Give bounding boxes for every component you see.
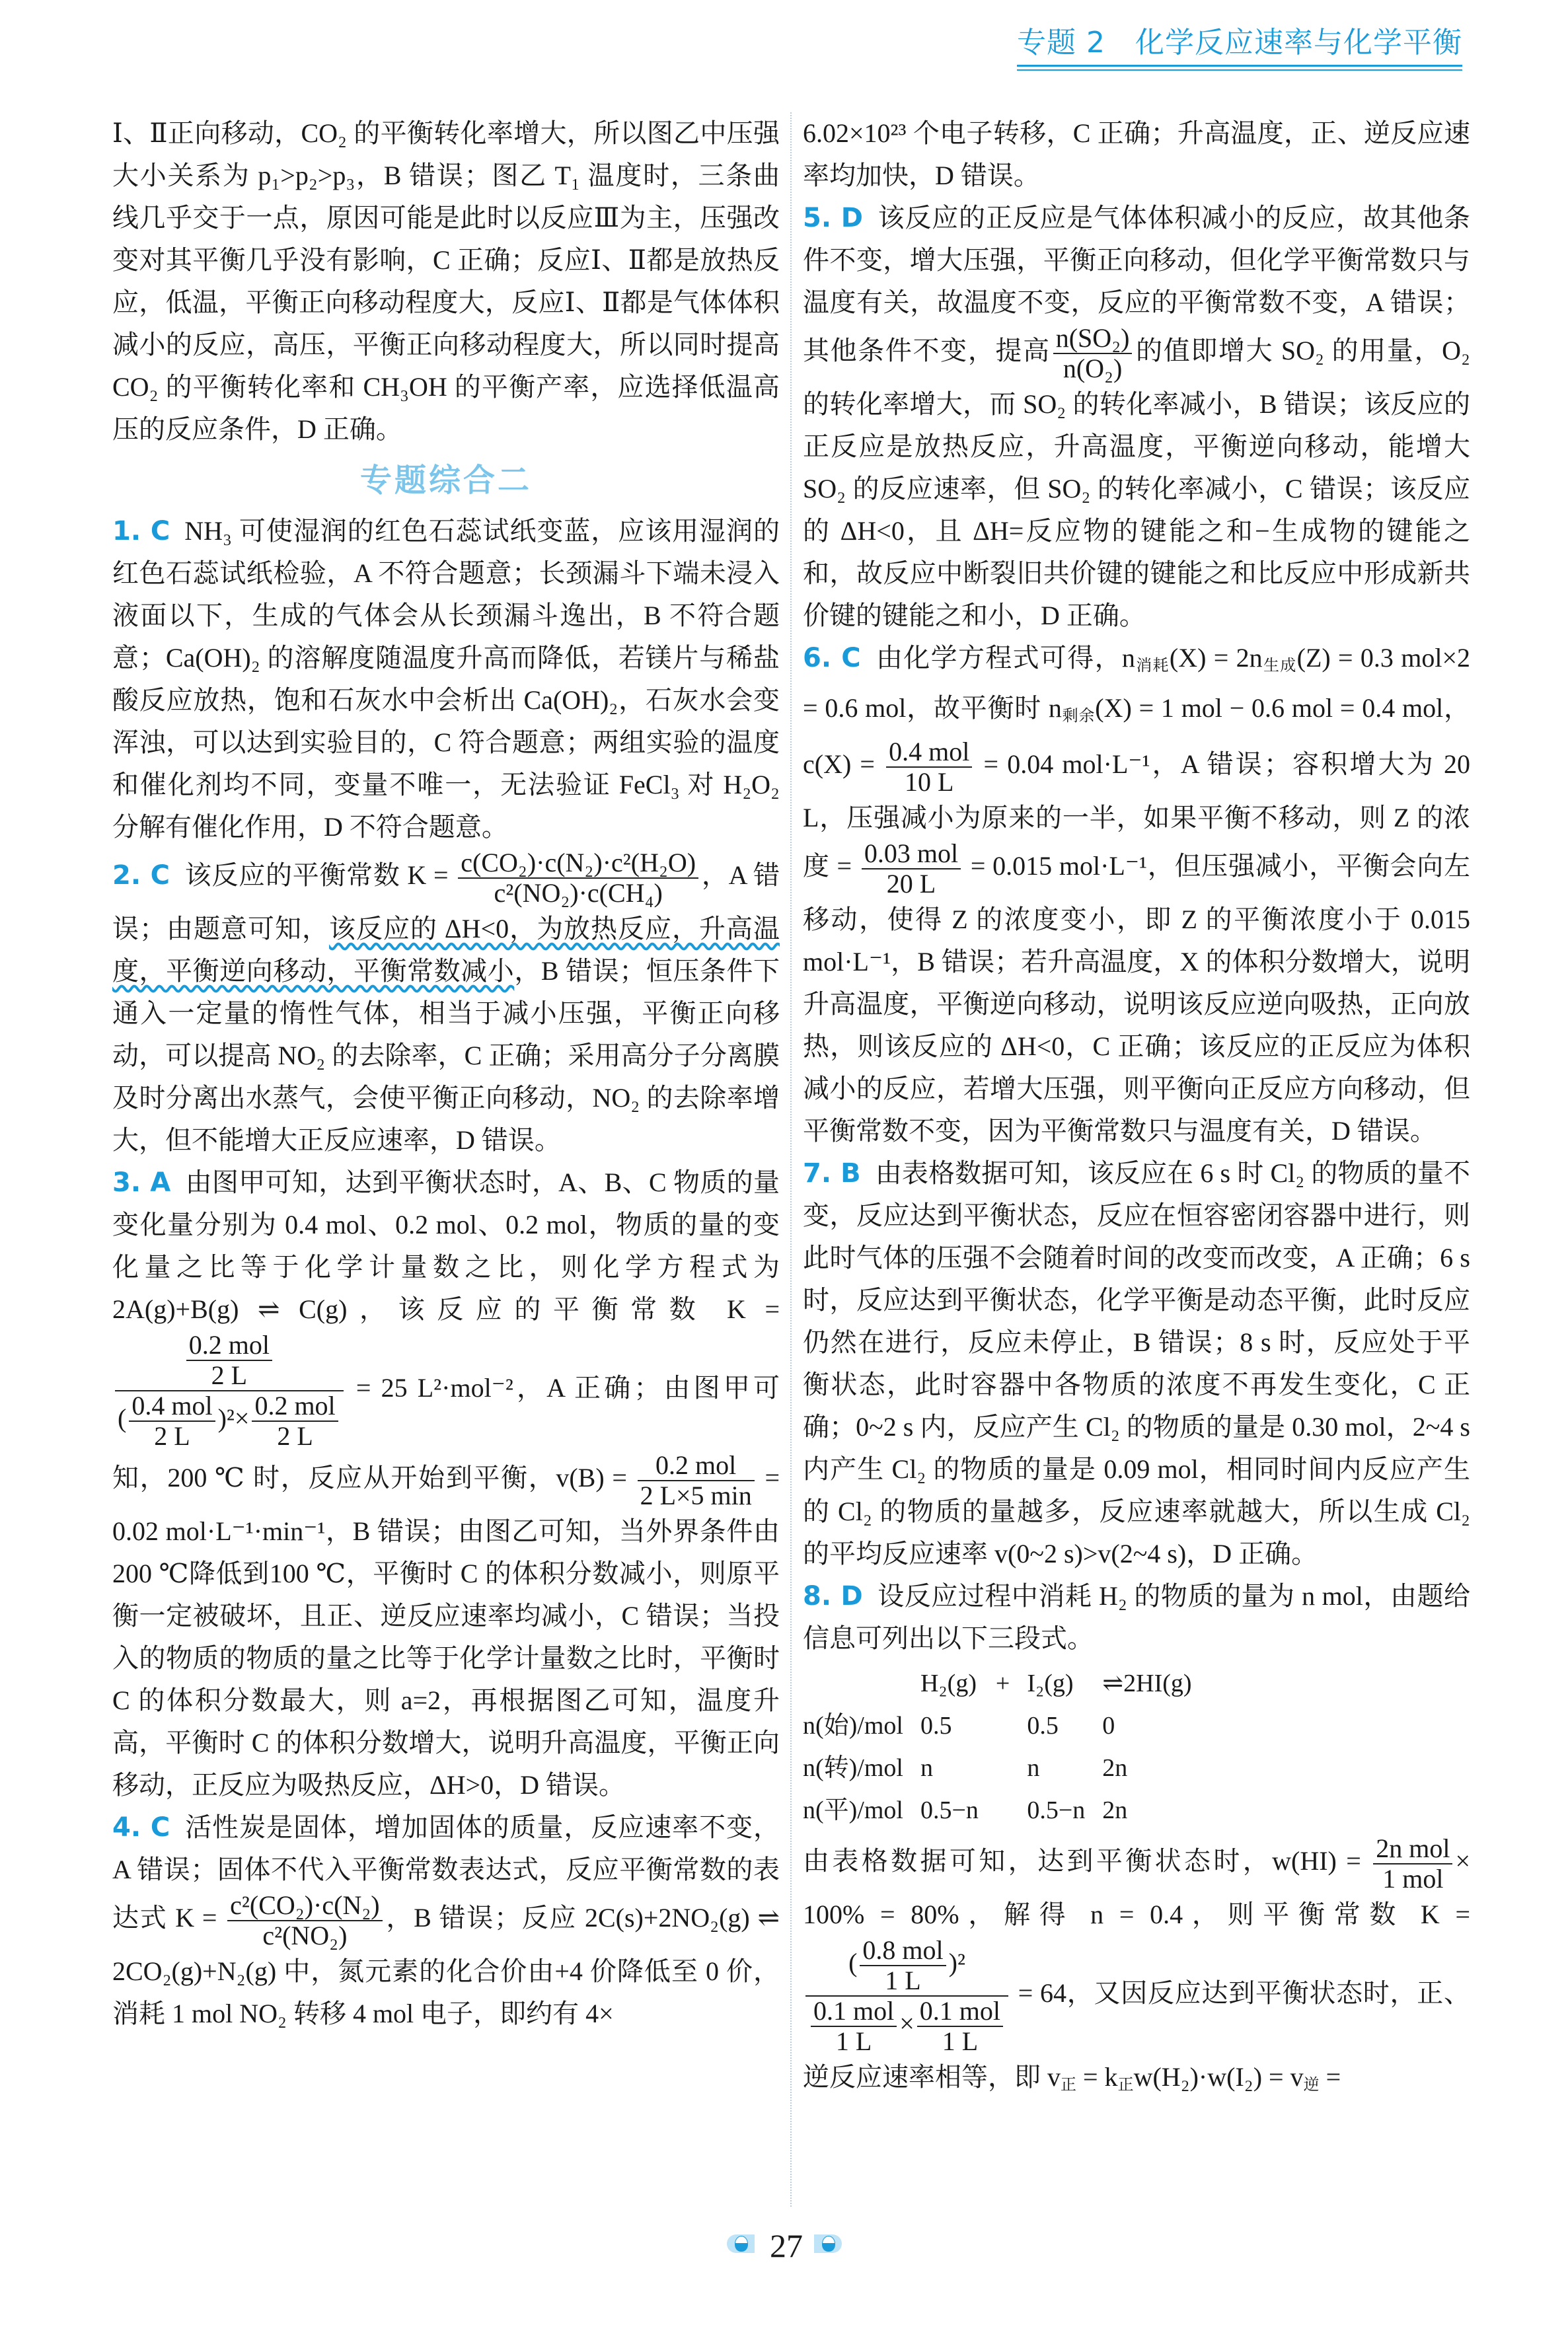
chapter-header: 专题 2 化学反应速率与化学平衡 [1017,18,1462,67]
table-cell: 0.5−n [920,1796,979,1824]
answer-paragraph [112,1162,780,1806]
text-run: = k [1076,2062,1118,2092]
text-run: (X) = 1 mol − 0.6 mol = 0.4 mol，c(X) = [803,693,1471,780]
answer-paragraph [803,1152,1470,1575]
fraction-numerator [227,1891,382,1921]
fraction-denominator [458,879,698,908]
answer-paragraph [112,112,780,451]
text-run: ，A 错误；由题意可知， [112,860,780,943]
subscript: 消耗 [1135,657,1170,675]
table-cell: ⇌2HI(g) [1102,1670,1192,1697]
fraction-denominator [252,1422,338,1451]
text-run: 由表格数据可知，达到平衡状态时，w(HI) = [803,1846,1371,1876]
answer-paragraph [803,1834,1470,2106]
table-cell [996,1747,1027,1789]
text-run: = 64，又因反应达到平衡状态时，正、逆反应速率相等，即 v [803,1978,1470,2092]
text-run: (X) = 2n [1169,643,1263,673]
fraction [886,737,972,797]
table-row [803,1789,1209,1831]
text-run: × 100% = 80%，解得 n = 0.4，则平衡常数 K = [803,1846,1470,1929]
table-cell: 2n [1102,1796,1128,1824]
answer-label: 7. B [803,1158,861,1189]
fraction [1373,1834,1452,1894]
fraction-numerator [129,1391,215,1422]
text-run: = [1319,2062,1341,2092]
subscript: 正 [1061,2077,1076,2094]
fraction-numerator [862,839,961,869]
subscript: 生成 [1262,657,1297,675]
fraction [252,1391,338,1451]
answer-label: 1. C [112,516,170,546]
answer-paragraph [112,848,780,1162]
text-run: 由化学方程式可得，n [875,643,1135,673]
fraction-denominator [1053,354,1133,383]
table-row [803,1662,1209,1705]
text-run: 由图甲可知，达到平衡状态时，A、B、C 物质的量变化量分别为 0.4 mol、0.2 mol、0.2 mol，物质的量的变化量之比等于化学计量数之比，则化学方程式为 2A(g)+B(g) ⇌ C(g)，该反应的平衡常数 K = [112,1167,780,1324]
fraction-numerator [860,1936,946,1966]
fraction-denominator [129,1422,215,1451]
table-cell: 0.5 [920,1712,952,1740]
flask-icon [814,2234,842,2253]
subscript: 逆 [1303,2077,1320,2094]
fraction-denominator [227,1921,382,1950]
text-run: c²(CO₂)·c(N₂) [230,1890,380,1920]
fraction-numerator [458,848,698,879]
text-run: 1 mol [1382,1864,1444,1894]
text-run: 0.2 mol [655,1450,737,1480]
fraction [186,1331,272,1390]
text-run: 2n mol [1376,1833,1450,1863]
table-cell: + [995,1670,1010,1697]
fraction [227,1891,382,1950]
text-run: 2 L [154,1421,190,1451]
table-cell: n(转)/mol [803,1754,903,1782]
text-run: = 0.04 mol·L⁻¹，A 错误；容积增大为 20 L，压强减小为原来的一半，如果平衡不移动，则 Z 的浓度 = [803,749,1471,881]
text-run: 该反应的正反应是气体体积减小的反应，故其他条件不变，增大压强，平衡正向移动，但化学平衡常数只与温度有关，故温度不变，反应的平衡常数不变，A 错误；其他条件不变，提高 [803,203,1471,366]
fraction [638,1451,755,1510]
text-run: NH₃ 可使湿润的红色石蕊试纸变蓝，应该用湿润的红色石蕊试纸检验，A 不符合题意；长颈漏斗下端未浸入液面以下，生成的气体会从长颈漏斗逸出，B 不符合题意；Ca(OH)₂ 的溶解度随温度升高而降低，若镁片与稀盐酸反应放热，饱和石灰水中会析出 Ca(OH)₂，石灰水会变浑浊，可以达到实验目的，C 符合题意；两组实验的温度和催化剂均不同，变量不唯一，无法验证 FeCl₃ 对 H₂O₂ 分解有催化作用，D 不符合题意。 [112,516,780,842]
fraction [917,1997,1003,2056]
fraction [458,848,698,908]
table-cell: I₂(g) [1027,1670,1074,1697]
fraction-numerator [638,1451,755,1481]
table-cell: H₂(g) [920,1670,977,1697]
table-cell: 0 [1102,1712,1115,1740]
answer-label: 5. D [803,203,863,233]
fraction-denominator [811,2027,897,2056]
text-run: ，B 错误；恒压条件下通入一定量的惰性气体，相当于减小压强，平衡正向移动，可以提高 NO₂ 的去除率，C 正确；采用高分子分离膜及时分离出水蒸气，会使平衡正向移动，NO₂ 的去除率增大，但不能增大正反应速率，D 错误。 [112,956,780,1155]
text-run: 0.2 mol [254,1391,336,1421]
fraction-denominator [805,1997,1008,2056]
page-number: 27 [770,2227,803,2264]
text-run: Ⅰ、Ⅱ正向移动，CO₂ 的平衡转化率增大，所以图乙中压强大小关系为 p₁>p₂>p₃，B 错误；图乙 T₁ 温度时，三条曲线几乎交于一点，原因可能是此时以反应Ⅲ为主，压强改变对其平衡几乎没有影响，C 正确；反应Ⅰ、Ⅱ都是放热反应，低温，平衡正向移动程度大，反应Ⅰ、Ⅱ都是气体体积减小的反应，高压，平衡正向移动程度大，所以同时提高 CO₂ 的平衡转化率和 CH₃OH 的平衡产率，应选择低温高压的反应条件，D 正确。 [112,118,780,444]
text-run: 20 L [886,869,936,899]
answer-label: 3. A [112,1167,171,1198]
answer-paragraph [803,197,1470,637]
text-run: 2 L×5 min [640,1481,752,1510]
answer-paragraph [803,112,1470,197]
answer-paragraph [803,1575,1470,1660]
text-run: 活性炭是固体，增加固体的质量，反应速率不变，A 错误；固体不代入平衡常数表达式，反应平衡常数的表达式 K = [112,1812,780,1933]
fraction-numerator [917,1997,1003,2027]
text-run: 10 L [905,767,954,797]
fraction [811,1997,897,2056]
emphasis-underline: 该反应的 ΔH<0，为放热反应，升高温度，平衡逆向移动，平衡常数减小 [112,914,780,986]
answer-paragraph [112,510,780,848]
fraction-numerator [115,1331,344,1391]
section-heading: 专题综合二 [359,462,532,499]
fraction [115,1331,344,1451]
text-run: ( [118,1403,127,1434]
text-run: 0.1 mol [919,1996,1001,2026]
fraction-denominator [917,2027,1003,2056]
table-cell: n(始)/mol [803,1712,903,1740]
text-run: 1 L [835,2026,872,2056]
three-stage-table [803,1662,1209,1831]
text-run: = 0.02 mol·L⁻¹·min⁻¹，B 错误；由图乙可知，当外界条件由 200 ℃降低到100 ℃，平衡时 C 的体积分数减小，则原平衡一定被破坏，且正、逆反应速率均减小，C 错误；当投入的物质的物质的量之比等于化学计量数之比时，平衡时 C 的体积分数最大，则 a=2，再根据图乙可知，温度升高，平衡时 C 的体积分数增大，说明升高温度，平衡正向移动，正反应为吸热反应，ΔH>0，D 错误。 [112,1463,780,1800]
fraction [860,1936,946,1995]
fraction [129,1391,215,1451]
text-run: c(CO₂)·c(N₂)·c²(H₂O) [461,848,696,877]
text-run: 0.2 mol [188,1330,270,1360]
fraction-denominator [886,768,972,797]
column-divider [790,112,792,2207]
fraction-numerator [1373,1834,1452,1864]
fraction-denominator [638,1481,755,1510]
fraction-numerator [252,1391,338,1422]
table-cell: 2n [1102,1754,1128,1782]
fraction-numerator [811,1997,897,2027]
fraction [862,839,961,899]
fraction-numerator [886,737,972,768]
table-cell: n(平)/mol [803,1796,903,1824]
text-run: 的值即增大 SO₂ 的用量，O₂ 的转化率增大，而 SO₂ 的转化率减小，B 错误；该反应的正反应是放热反应，升高温度，平衡逆向移动，能增大 SO₂ 的反应速率，但 SO₂ 的转化率减小，C 错误；该反应的 ΔH<0，且 ΔH=反应物的键能之和−生成物的键能之和，故反应中断裂旧共价键的键能之和比反应中形成新共价键的键能之和小，D 正确。 [803,336,1470,630]
table-cell [803,1662,920,1705]
fraction-denominator [186,1361,272,1390]
fraction-denominator [1373,1864,1452,1894]
fraction-denominator [115,1391,344,1451]
table-cell: 0.5−n [1027,1796,1086,1824]
fraction-numerator [805,1936,1008,1997]
left-column [112,112,780,2035]
text-run: ，B 错误；反应 2C(s)+2NO₂(g) ⇌ 2CO₂(g)+N₂(g) 中，氮元素的化合价由+4 价降低至 0 价，消耗 1 mol NO₂ 转移 4 mol 电子，即约有 4× [112,1903,780,2028]
answer-paragraph [112,1806,780,2035]
text-run: c²(NO₂) [262,1921,348,1950]
subscript: 剩余 [1061,708,1096,725]
text-run: n(O₂) [1063,353,1123,383]
fraction-numerator [186,1331,272,1361]
text-run: 0.4 mol [131,1391,213,1421]
table-cell: n [920,1754,933,1782]
text-run: )²× [217,1403,250,1434]
table-cell: n [1027,1754,1040,1782]
text-run: 0.8 mol [862,1935,944,1965]
fraction [805,1936,1008,2056]
fraction-denominator [860,1966,946,1995]
answer-label: 2. C [112,860,170,891]
text-run: 设反应过程中消耗 H₂ 的物质的量为 n mol，由题给信息可列出以下三段式。 [803,1581,1471,1653]
text-run: 2 L [277,1421,313,1451]
text-run: 0.1 mol [813,1996,895,2026]
text-run: (Z) = 0.3 mol×2 = 0.6 mol，故平衡时 n [803,643,1471,723]
answer-label: 8. D [803,1581,863,1611]
text-run: w(H₂)·w(I₂) = v [1133,2062,1304,2092]
answer-label: 4. C [112,1812,170,1843]
table-cell [996,1705,1027,1747]
fraction-denominator [862,869,961,899]
subscript: 正 [1117,2077,1134,2094]
table-row [803,1747,1209,1789]
text-run: 0.03 mol [864,838,959,868]
table-cell: 0.5 [1027,1712,1059,1740]
table-cell [996,1789,1027,1831]
text-run: 该反应的平衡常数 K = [184,860,456,891]
text-run: 1 L [885,1966,921,1995]
text-run: 由表格数据可知，该反应在 6 s 时 Cl₂ 的物质的量不变，反应达到平衡状态，反应在恒容密闭容器中进行，则此时气体的压强不会随着时间的改变而改变，A 正确；6 s 时，反应达到平衡状态，化学平衡是动态平衡，此时反应仍然在进行，反应未停止，B 错误；8 s 时，反应处于平衡状态，此时容器中各物质的浓度不再发生变化，C 正确；0~2 s 内，反应产生 Cl₂ 的物质的量是 0.30 mol，2~4 s 内产生 Cl₂ 的物质的量是 0.09 mol，相同时间内反应产生的 Cl₂ 的物质的量越多，反应速率就越大，所以生成 Cl₂ 的平均反应速率 v(0~2 s)>v(2~4 s)，D 正确。 [803,1158,1470,1568]
text-run: 6.02×10²³ 个电子转移，C 正确；升高温度，正、逆反应速率均加快，D 错误。 [803,118,1470,190]
text-run: n(SO₂) [1055,323,1130,353]
answer-label: 6. C [803,643,861,673]
fraction-numerator [1053,324,1133,354]
text-run: = 0.015 mol·L⁻¹，但压强减小，平衡会向左移动，使得 Z 的浓度变小，即 Z 的平衡浓度小于 0.015 mol·L⁻¹，B 错误；若升高温度，X 的体积分数增大，说明升高温度，平衡逆向移动，说明该反应逆向吸热，正向放热，则该反应的 ΔH<0，C 正确；该反应的正反应为体积减小的反应，若增大压强，则平衡向正反应方向移动，但平衡常数不变，因为平衡常数只与温度有关，D 错误。 [803,851,1470,1146]
text-run: × [899,2009,915,2039]
answer-paragraph [803,637,1470,1152]
table-row [803,1705,1209,1747]
text-run: 0.4 mol [889,737,970,766]
text-run: ( [848,1948,858,1978]
fraction [1053,324,1133,383]
text-run: = 25 L²·mol⁻²，A 正确；由图甲可知，200 ℃ 时，反应从开始到平衡，v(B) = [112,1373,780,1493]
right-column [803,112,1470,2106]
text-run: 1 L [942,2026,979,2056]
text-run: )² [948,1948,965,1978]
text-run: c²(NO₂)·c(CH₄) [494,878,663,908]
text-run: 2 L [211,1360,248,1390]
